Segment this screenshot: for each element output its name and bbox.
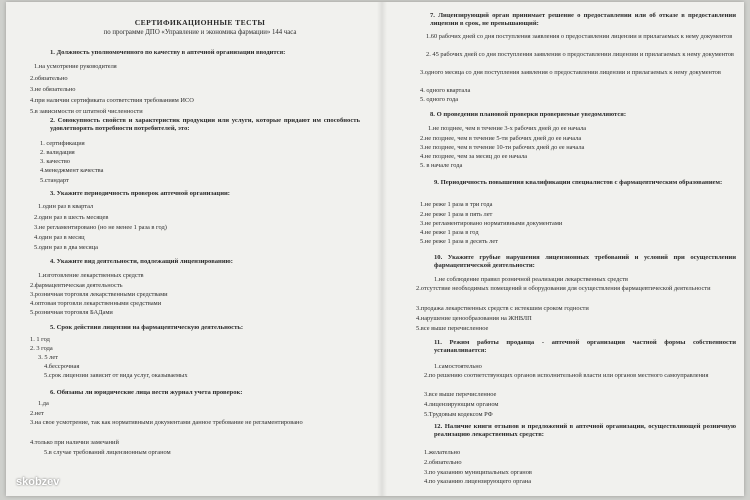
document-title: СЕРТИФИКАЦИОННЫЕ ТЕСТЫ bbox=[134, 18, 266, 27]
question-4: 4. Укажите вид деятельности, подлежащий лицензированию: bbox=[50, 258, 233, 265]
q8-option-2: 2.не позднее, чем в течение 5-ти рабочих дней до ее начала bbox=[420, 135, 582, 142]
question-6: 6. Обязаны ли юридические лица вести журнал учета проверок: bbox=[50, 389, 243, 396]
q7-option-4: 4. одного квартала bbox=[420, 87, 471, 94]
q6-option-3: 3.на свое усмотрение, так как нормативными документами данное требование не регламентировано bbox=[30, 419, 303, 426]
q4-option-5: 5.розничная торговля БАДами bbox=[30, 309, 113, 316]
document-sheet bbox=[6, 2, 744, 496]
q10-option-5: 5.все выше перечисленное bbox=[416, 325, 489, 332]
q6-option-1: 1.да bbox=[38, 400, 49, 407]
q1-option-4: 4.при наличии сертификата соответствия требованиям ИСО bbox=[30, 97, 194, 104]
q2-option-1: 1. сертификация bbox=[40, 140, 85, 147]
q9-option-2: 2.не реже 1 раза в пять лет bbox=[420, 211, 493, 218]
q11-option-5: 5.Трудовым кодексом РФ bbox=[424, 411, 493, 418]
q9-option-5: 5.не реже 1 раза в десять лет bbox=[420, 238, 498, 245]
document-subtitle: по программе ДПО «Управление и экономика фармации» 144 часа bbox=[103, 29, 297, 36]
q12-option-3: 3.по указанию муниципальных органов bbox=[424, 469, 532, 476]
q3-option-2: 2.один раз в шесть месяцев bbox=[34, 214, 109, 221]
q5-option-5: 5.срок лицензии зависит от вида услуг, оказываемых bbox=[44, 372, 188, 379]
q8-option-1: 1.не позднее, чем в течение 3-х рабочих дней до ее начала bbox=[428, 125, 587, 132]
question-10: 10. Укажите грубые нарушения лицензионных требований и условий при осуществлении фармацевтической деятельности: bbox=[434, 254, 736, 269]
q10-option-2: 2.отсутствие необходимых помещений и оборудования для осуществления фармацевтической деятельности bbox=[416, 285, 711, 292]
q6-option-4: 4.только при наличии замечаний bbox=[30, 439, 119, 446]
q4-option-3: 3.розничная торговля лекарственными средствами bbox=[30, 291, 168, 298]
q5-option-2: 2. 3 года bbox=[30, 345, 53, 352]
q7-option-5: 5. одного года bbox=[420, 96, 459, 103]
q9-option-1: 1.не реже 1 раза в три года bbox=[420, 201, 493, 208]
q2-option-2: 2. валидация bbox=[40, 149, 75, 156]
q3-option-1: 1.один раз в квартал bbox=[38, 203, 94, 210]
q4-option-2: 2.фармацевтическая деятельность bbox=[30, 282, 123, 289]
question-2: 2. Совокупность свойств и характеристик продукции или услуги, которые придают им способность удовлетворять потребности потребителей, это: bbox=[50, 117, 360, 132]
q7-option-1: 1.60 рабочих дней со дня поступления заявления о предоставлении лицензии и прилагаемых к нему документов bbox=[426, 33, 733, 40]
q11-option-4: 4.лицензирующим органом bbox=[424, 401, 499, 408]
q1-option-3: 3.не обязательно bbox=[30, 86, 76, 93]
question-8: 8. О проведении плановой проверки проверяемые уведомляются: bbox=[430, 111, 627, 118]
q11-option-3: 3.все выше перечисленное bbox=[424, 391, 497, 398]
q6-option-2: 2.нет bbox=[30, 410, 44, 417]
q8-option-3: 3.не позднее, чем в течение 10-ти рабочих дней до ее начала bbox=[420, 144, 585, 151]
q10-option-4: 4.нарушение ценообразования на ЖНВЛП bbox=[416, 315, 532, 322]
q4-option-4: 4.оптовая торговли лекарственными средствами bbox=[30, 300, 162, 307]
q5-option-3: 3. 5 лет bbox=[38, 354, 59, 361]
q2-option-5: 5.стандарт bbox=[40, 177, 69, 184]
question-3: 3. Укажите периодичность проверок аптечной организации: bbox=[50, 190, 230, 197]
q8-option-4: 4.не позднее, чем за месяц до ее начала bbox=[420, 153, 528, 160]
q12-option-2: 2.обязательно bbox=[424, 459, 462, 466]
page-fold bbox=[377, 2, 387, 496]
q11-option-2: 2.по решению соответствующих органов исполнительной власти или органов местного самоуправления bbox=[424, 372, 709, 379]
q1-option-1: 1.на усмотрение руководителя bbox=[34, 63, 117, 70]
question-7: 7. Лицензирующий орган принимает решение о предоставлении или об отказе в предоставлении лицензии в срок, не превышающий: bbox=[430, 12, 736, 27]
q10-option-3: 3.продажа лекарственных средств с истекшим сроком годности bbox=[416, 305, 589, 312]
q4-option-1: 1.изготовление лекарственных средств bbox=[38, 272, 144, 279]
q3-option-3: 3.не регламентировано (но не менее 1 раза в год) bbox=[34, 224, 167, 231]
q1-option-2: 2.обязательно bbox=[30, 75, 68, 82]
q12-option-4: 4.по указанию лицензирующего органа bbox=[424, 478, 532, 485]
q2-option-4: 4.менеджмент качества bbox=[40, 167, 104, 174]
q5-option-1: 1. 1 год bbox=[30, 336, 50, 343]
question-5: 5. Срок действия лицензии на фармацевтическую деятельность: bbox=[50, 324, 244, 331]
question-11: 11. Режим работы продавца - аптечной организации частной формы собственности устанавливается: bbox=[434, 339, 736, 354]
watermark: skobzev bbox=[16, 476, 60, 488]
question-1: 1. Должность уполномоченного по качеству в аптечной организации вводится: bbox=[50, 49, 286, 56]
q10-option-1: 1.не соблюдение правил розничной реализации лекарственных средств bbox=[434, 276, 628, 283]
q9-option-3: 3.не регламентировано нормативными документами bbox=[420, 220, 563, 227]
question-9: 9. Периодичность повышения квалификации специалистов с фармацевтическим образованием: bbox=[434, 179, 723, 186]
q7-option-3: 3.одного месяца со дня поступления заявления о предоставлении лицензии и прилагаемых к нему документов bbox=[420, 69, 721, 76]
q8-option-5: 5. в начале года bbox=[420, 162, 463, 169]
q3-option-4: 4.один раз в месяц bbox=[34, 234, 85, 241]
q9-option-4: 4.не реже 1 раза в год bbox=[420, 229, 479, 236]
q7-option-2: 2. 45 рабочих дней со дня поступления заявления о предоставлении лицензии и прилагаемых к нему документов bbox=[426, 51, 734, 58]
q3-option-5: 5.один раз в два месяца bbox=[34, 244, 98, 251]
q11-option-1: 1.самостоятельно bbox=[434, 363, 482, 370]
q1-option-5: 5.в зависимости от штатной численности bbox=[30, 108, 143, 115]
q2-option-3: 3. качество bbox=[40, 158, 70, 165]
q5-option-4: 4.бессрочная bbox=[44, 363, 80, 370]
q6-option-5: 5.в случае требований лицензионным органом bbox=[44, 449, 171, 456]
q12-option-1: 1.желательно bbox=[424, 449, 461, 456]
question-12: 12. Наличие книги отзывов и предложений в аптечной организации, осуществляющей розничную реализацию лекарственных средств: bbox=[434, 423, 736, 438]
